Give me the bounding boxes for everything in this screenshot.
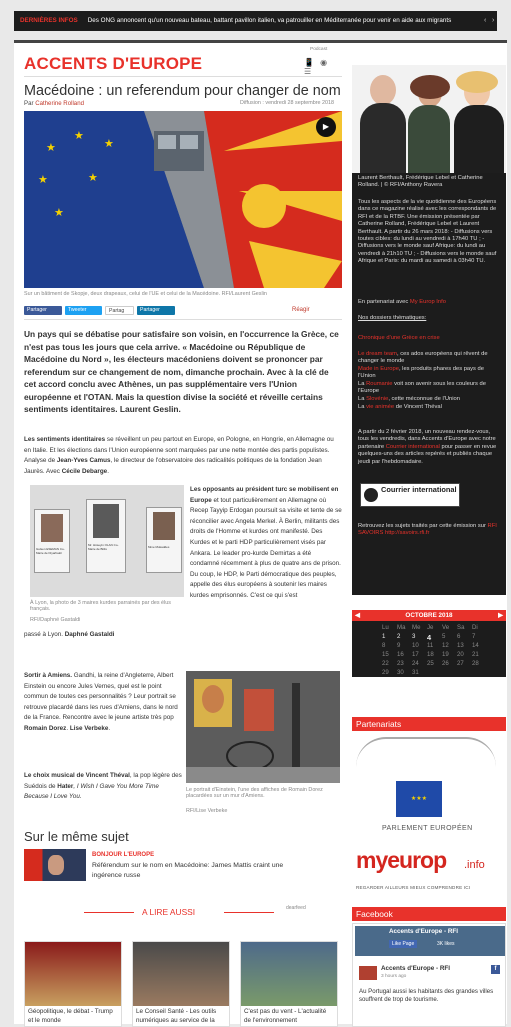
divider: [224, 912, 274, 913]
calendar-day: 7: [472, 633, 476, 640]
calendar-next-icon[interactable]: ▶: [498, 612, 503, 619]
page-container: [14, 40, 507, 1024]
read-also-card[interactable]: Géopolitique, le débat - Trump et le monde: [24, 941, 122, 1027]
calendar-day[interactable]: 3: [412, 633, 416, 640]
share-facebook-button[interactable]: Partager: [24, 306, 62, 315]
dearfeed-logo: dearfeed: [286, 905, 306, 911]
kurdish-photo-credit: RFI/Daphné Gastaldi: [30, 617, 81, 623]
show-title[interactable]: ACCENTS D'EUROPE: [24, 54, 203, 73]
calendar-weekday: Je: [427, 624, 434, 631]
dossiers-heading: Nos dossiers thématiques:: [358, 315, 427, 321]
einstein-photo-caption: Le portrait d'Einstein, l'une des affiches de Romain Dorez placardées sur un mur d'Amiens.: [186, 787, 323, 799]
facebook-heading: Facebook: [352, 907, 506, 921]
facebook-widget: Accents d'Europe - RFI Like Page 3K likes Accents d'Europe - RFI 3 hours ago f Au Portugal aussi les habitants des grandes villes souffrent de trop de tourisme.: [352, 923, 506, 1027]
calendar-day[interactable]: 4: [427, 633, 432, 642]
calendar-day: 13: [457, 642, 464, 649]
calendar-month: OCTOBRE 2018: [405, 612, 453, 619]
play-button[interactable]: ▶: [316, 117, 336, 137]
related-thumbnail[interactable]: [24, 849, 86, 881]
share-twitter-button[interactable]: Tweeter: [65, 306, 102, 315]
calendar-day: 22: [382, 660, 389, 667]
calendar-day[interactable]: 1: [382, 633, 386, 640]
paragraph-amiens: Sortir à Amiens. Gandhi, la reine d'Angleterre, Albert Einstein ou encore Jules Vernes, quel est le point commun de toutes ces personnalités ? Leur portrait se retrouve placardé dans les rues d'Amiens, dans le nord de la France. Rencontre avec le jeune artiste très pop Romain Dorez. Lise Verbeke.: [24, 672, 178, 732]
svg-text:★: ★: [104, 138, 114, 150]
article-photo: [24, 111, 342, 288]
broadcast-date: Diffusion : vendredi 28 septembre 2018: [240, 100, 334, 106]
calendar-day: 18: [427, 651, 434, 658]
paragraph-lyon: passé à Lyon. Daphné Gastaldi: [24, 631, 115, 638]
einstein-photo-credit: RFI/Lise Verbeke: [186, 808, 228, 814]
byline: Par Catherine Rolland: [24, 100, 84, 107]
breaking-news-ticker: [14, 11, 497, 31]
calendar-day: 16: [397, 651, 404, 658]
calendar-weekday: Lu: [382, 624, 389, 631]
ticker-prev-icon[interactable]: ‹: [484, 17, 487, 24]
calendar-weekday: Ma: [397, 624, 406, 631]
courrier-text: A partir du 2 février 2018, un nouveau rendez-vous, tous les vendredis, dans Accents d'Europe avec notre partenaire Courrier international pour passer en revue quelques-uns des articles repérés et publiés chaque jeudi par l'hebdomadaire.: [358, 429, 497, 465]
author-link[interactable]: Catherine Rolland: [35, 100, 84, 107]
show-info-panel: [352, 173, 506, 595]
read-also-card[interactable]: C'est pas du vent - L'actualité de l'environnement: [240, 941, 338, 1027]
calendar-day: 30: [397, 669, 404, 676]
calendar-day: 23: [397, 660, 404, 667]
calendar-prev-icon[interactable]: ◀: [355, 612, 360, 619]
calendar-grid: [352, 621, 506, 677]
courrier-international-logo[interactable]: Courrier international: [360, 483, 460, 507]
calendar-day: 28: [472, 660, 479, 667]
calendar-day: 20: [457, 651, 464, 658]
calendar-day: 29: [382, 669, 389, 676]
partner-link[interactable]: My Europ Info: [409, 299, 446, 305]
dossier-link[interactable]: La Roumanie voit son avenir sous les couleurs de l'Europe: [358, 381, 486, 395]
hosts-photo-caption: Laurent Berthault, Frédérique Lebel et Catherine Rolland. | © RFI/Anthony Ravera: [358, 175, 483, 189]
dossier-link[interactable]: Le dream team, ces ados européens qui rêvent de changer le monde: [358, 351, 488, 365]
svg-text:★: ★: [88, 172, 98, 184]
react-link[interactable]: Réagir: [292, 307, 310, 313]
calendar-day: 25: [427, 660, 434, 667]
facebook-icon: f: [491, 965, 500, 974]
einstein-poster-photo: [186, 671, 340, 783]
podcast-icons[interactable]: 📱 ◉ ☰: [304, 58, 330, 76]
calendar-day: 9: [397, 642, 401, 649]
dossier-link[interactable]: Chronique d'une Grèce en crise: [358, 335, 440, 341]
calendar-day[interactable]: 2: [397, 633, 401, 640]
paragraph-opponents: Les opposants au président turc se mobilisent en Europe et tout particulièrement en Allemagne où Recep Tayyip Erdogan poursuit sa visite et tente de se réconcilier avec Angela Merkel. À Berlin, militants des droits de l'Homme et kurdes ont manifesté. Des Kurdes et le parti HDP particulièrement visés par Ankara. Le leader pro-kurde Demirtas a été condamné récemment à plus de quatre ans de prison. Du coup, le HDP, le Parti démocratique des peuples, appelle des élus européens à soutenir les maires kurdes emprisonnés. C'est ce qui s'est: [190, 486, 342, 599]
article-title: Macédoine : un referendum pour changer de nom: [24, 83, 341, 99]
show-description: Tous les aspects de la vie quotidienne des Européens dans ce magazine réalisé avec les correspondants de RFI et de la RTBF. Une émission présentée par Catherine Rolland, Frédérique Lebel et Laurent Berthault. A partir du 26 mars 2018: - Diffusions vers toutes cibles: du lundi au vendredi à 17h40 TU ; - Diffusions vers le monde sauf Afrique: du lundi au vendredi à 21h10 TU ; - Diffusions vers le monde sauf Afrique et Paris: du mardi au samedi à 03h40 TU.: [358, 199, 497, 265]
share-linkedin-button[interactable]: Partager: [137, 306, 175, 315]
european-parliament-logo[interactable]: ★★★ PARLEMENT EUROPÉEN: [352, 733, 506, 839]
divider: [24, 319, 342, 320]
calendar-day: 14: [472, 642, 479, 649]
partnerships-heading: Partenariats: [352, 717, 506, 731]
calendar-day: 26: [442, 660, 449, 667]
kurdish-photo-caption: À Lyon, la photo de 3 maires kurdes parrainés par des élus français.: [30, 600, 171, 612]
related-heading: Sur le même sujet: [24, 829, 129, 844]
svg-text:★: ★: [74, 130, 84, 142]
ticker-label: DERNIÈRES INFOS: [20, 17, 78, 24]
podcast-label: Podcast: [310, 47, 328, 52]
ticker-next-icon[interactable]: ›: [492, 17, 495, 24]
calendar-day: 31: [412, 669, 419, 676]
ticker-text[interactable]: Des ONG annoncent qu'un nouveau bateau, battant pavillon italien, va patrouiller en Méditerranée pour venir en aide aux migrants: [87, 17, 452, 24]
savoirs-link[interactable]: http://savoirs.rfi.fr: [384, 530, 430, 537]
share-google-button[interactable]: Partag: [105, 306, 134, 315]
dossier-link[interactable]: La Slovénie, cette méconnue de l'Union: [358, 396, 460, 402]
related-link[interactable]: Référendum sur le nom en Macédoine: James Mattis craint une ingérence russe: [92, 862, 284, 879]
calendar-weekday: Me: [412, 624, 421, 631]
read-also-heading: A LIRE AUSSI: [142, 907, 196, 917]
svg-text:★: ★: [46, 142, 56, 154]
related-category[interactable]: BONJOUR L'EUROPE: [92, 852, 155, 858]
read-also-card[interactable]: Le Conseil Santé - Les outils numériques au service de la: [132, 941, 230, 1027]
dossier-link[interactable]: La vie animée de Vincent Théval: [358, 404, 442, 410]
calendar-day: 15: [382, 651, 389, 658]
calendar-header: [352, 610, 506, 621]
savoirs-line: Retrouvez les sujets traités par cette émission sur RFI SAVOIRS http://savoirs.rfi.fr: [358, 523, 497, 537]
article-lead: Un pays qui se débatise pour satisfaire son voisin, en l'occurrence la Grèce, ce n'est pas tous les jours que cela arrive. « Macédoine ou République de Macédoine du Nord », les électeurs macédoniens doivent se prononcer par referendum sur ce changement de nom, dimanche prochain. Avec à la clé de cet accord conclu avec Athènes, un pas supplémentaire vers l'Union européenne et l'OTAN. Mais la question divise la société et réveille certains sentiments identitaires. Laurent Geslin.: [24, 329, 339, 414]
calendar-weekday: Di: [472, 624, 478, 631]
paragraph-identity: Les sentiments identitaires se réveillent un peu partout en Europe, en Pologne, en Hongrie, en Allemagne ou en Italie. Et les élections dans l'Union européenne sont marquées par une nette montée des partis populistes. Analyse de Jean-Yves Camus, le directeur de l'observatoire des radicalités politiques de la fondation Jean Jaurès. Avec Cécile Debarge.: [24, 436, 334, 475]
calendar-day: 19: [442, 651, 449, 658]
myeurop-logo[interactable]: myeurop .info REGARDER AILLEURS MIEUX COMPRENDRE ICI: [352, 843, 506, 897]
svg-text:★: ★: [38, 174, 48, 186]
paragraph-music: Le choix musical de Vincent Théval, la pop légère des Suédois de Hater, I Wish I Gave You More Time Because I Love You.: [24, 772, 182, 801]
divider: [84, 912, 134, 913]
calendar-day: 5: [442, 633, 446, 640]
calendar-day: 12: [442, 642, 449, 649]
calendar-day: 17: [412, 651, 419, 658]
calendar-day: 11: [427, 642, 434, 649]
partner-line: En partenariat avec My Europ Info: [358, 299, 446, 305]
divider: [24, 76, 342, 77]
svg-text:★: ★: [54, 207, 64, 219]
hosts-photo: [352, 65, 506, 173]
calendar-weekday: Sa: [457, 624, 465, 631]
calendar-weekday: Ve: [442, 624, 450, 631]
like-page-button[interactable]: Like Page: [389, 940, 417, 948]
calendar-day: 6: [457, 633, 461, 640]
calendar-day: 24: [412, 660, 419, 667]
photo-caption: Sur un bâtiment de Skopje, deux drapeaux, celui de l'UE et celui de la Macédoine. RFI/Laurent Geslin: [24, 291, 267, 297]
calendar-day: 8: [382, 642, 386, 649]
kurdish-mayors-photo: Gulsen ESEMAN Co-Maire de Diyarbakir Mr. Hüseyin OLAN Co-Maire de Bitlis Mme Mukaddes: [30, 485, 184, 597]
calendar-day: 27: [457, 660, 464, 667]
calendar-day: 10: [412, 642, 419, 649]
dossier-link[interactable]: Made in Europe, les produits phares des pays de l'Union: [358, 366, 485, 380]
calendar-day: 21: [472, 651, 479, 658]
